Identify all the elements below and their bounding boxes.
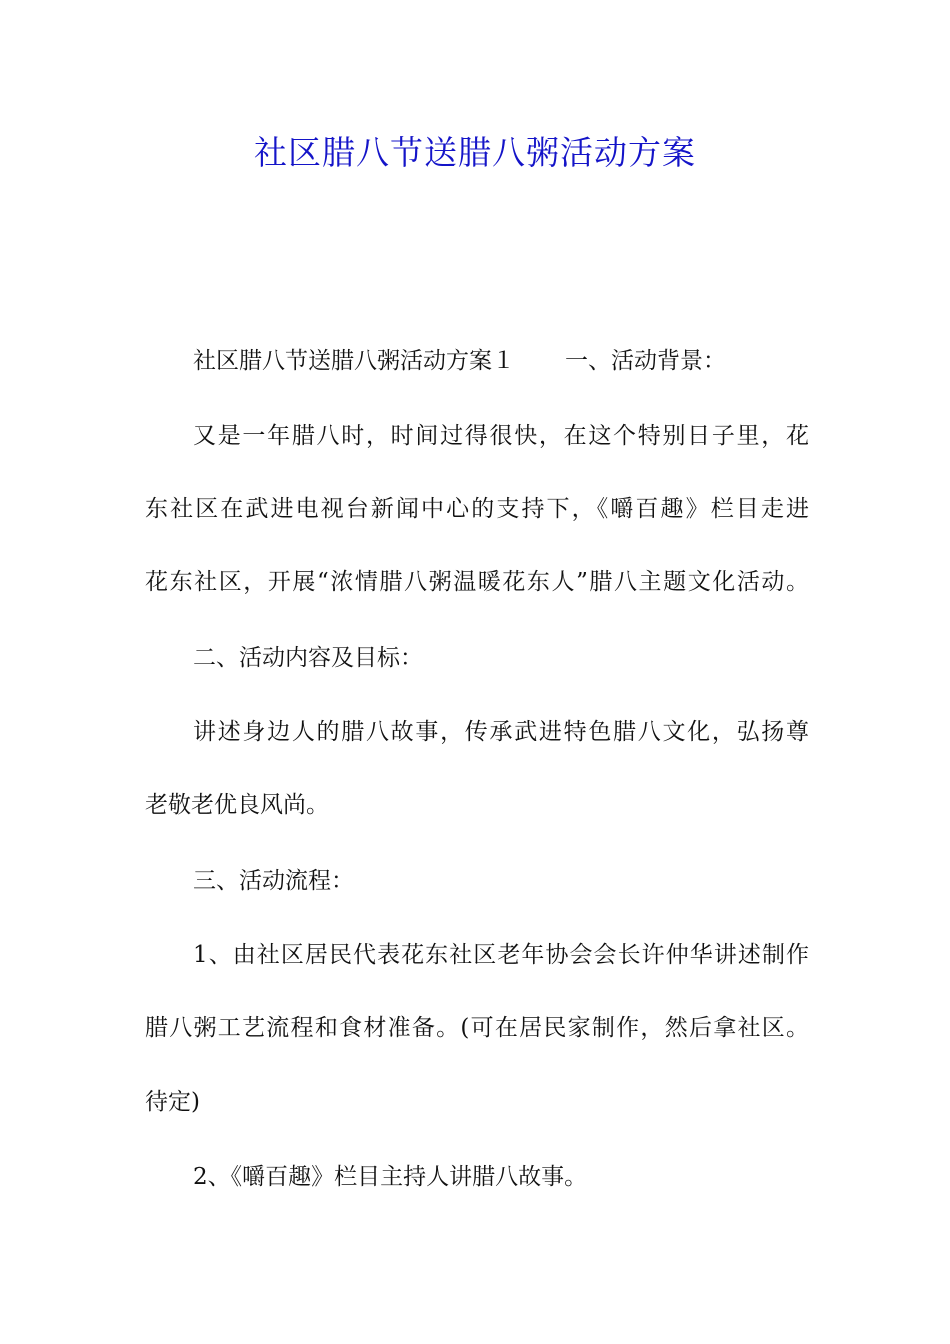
heading-line bbox=[193, 344, 809, 378]
section-heading-process: 三、活动流程： bbox=[193, 868, 354, 894]
paragraph-line: 又是一年腊八时，时间过得很快，在这个特别日子里，花 bbox=[193, 423, 809, 449]
paragraph-line: 腊八粥工艺流程和食材准备。(可在居民家制作，然后拿社区。 bbox=[145, 1015, 809, 1041]
paragraph-line: 待定) bbox=[145, 1089, 200, 1115]
paragraph-line: 东社区在武进电视台新闻中心的支持下，《嚼百趣》栏目走进 bbox=[145, 496, 809, 522]
paragraph-line: 老敬老优良风尚。 bbox=[145, 792, 329, 818]
paragraph-line: 1、由社区居民代表花东社区老年协会会长许仲华讲述制作 bbox=[193, 942, 809, 968]
section-heading-content: 二、活动内容及目标： bbox=[193, 645, 423, 671]
paragraph-line: 花东社区，开展“浓情腊八粥温暖花东人”腊八主题文化活动。 bbox=[145, 569, 809, 595]
paragraph-line: 讲述身边人的腊八故事，传承武进特色腊八文化，弘扬尊 bbox=[193, 719, 809, 745]
section-heading-background: 一、活动背景： bbox=[565, 348, 726, 374]
plan-subtitle: 社区腊八节送腊八粥活动方案１ bbox=[193, 348, 515, 374]
paragraph-line: 2、《嚼百趣》栏目主持人讲腊八故事。 bbox=[193, 1164, 588, 1190]
document-title: 社区腊八节送腊八粥活动方案 bbox=[254, 133, 696, 172]
